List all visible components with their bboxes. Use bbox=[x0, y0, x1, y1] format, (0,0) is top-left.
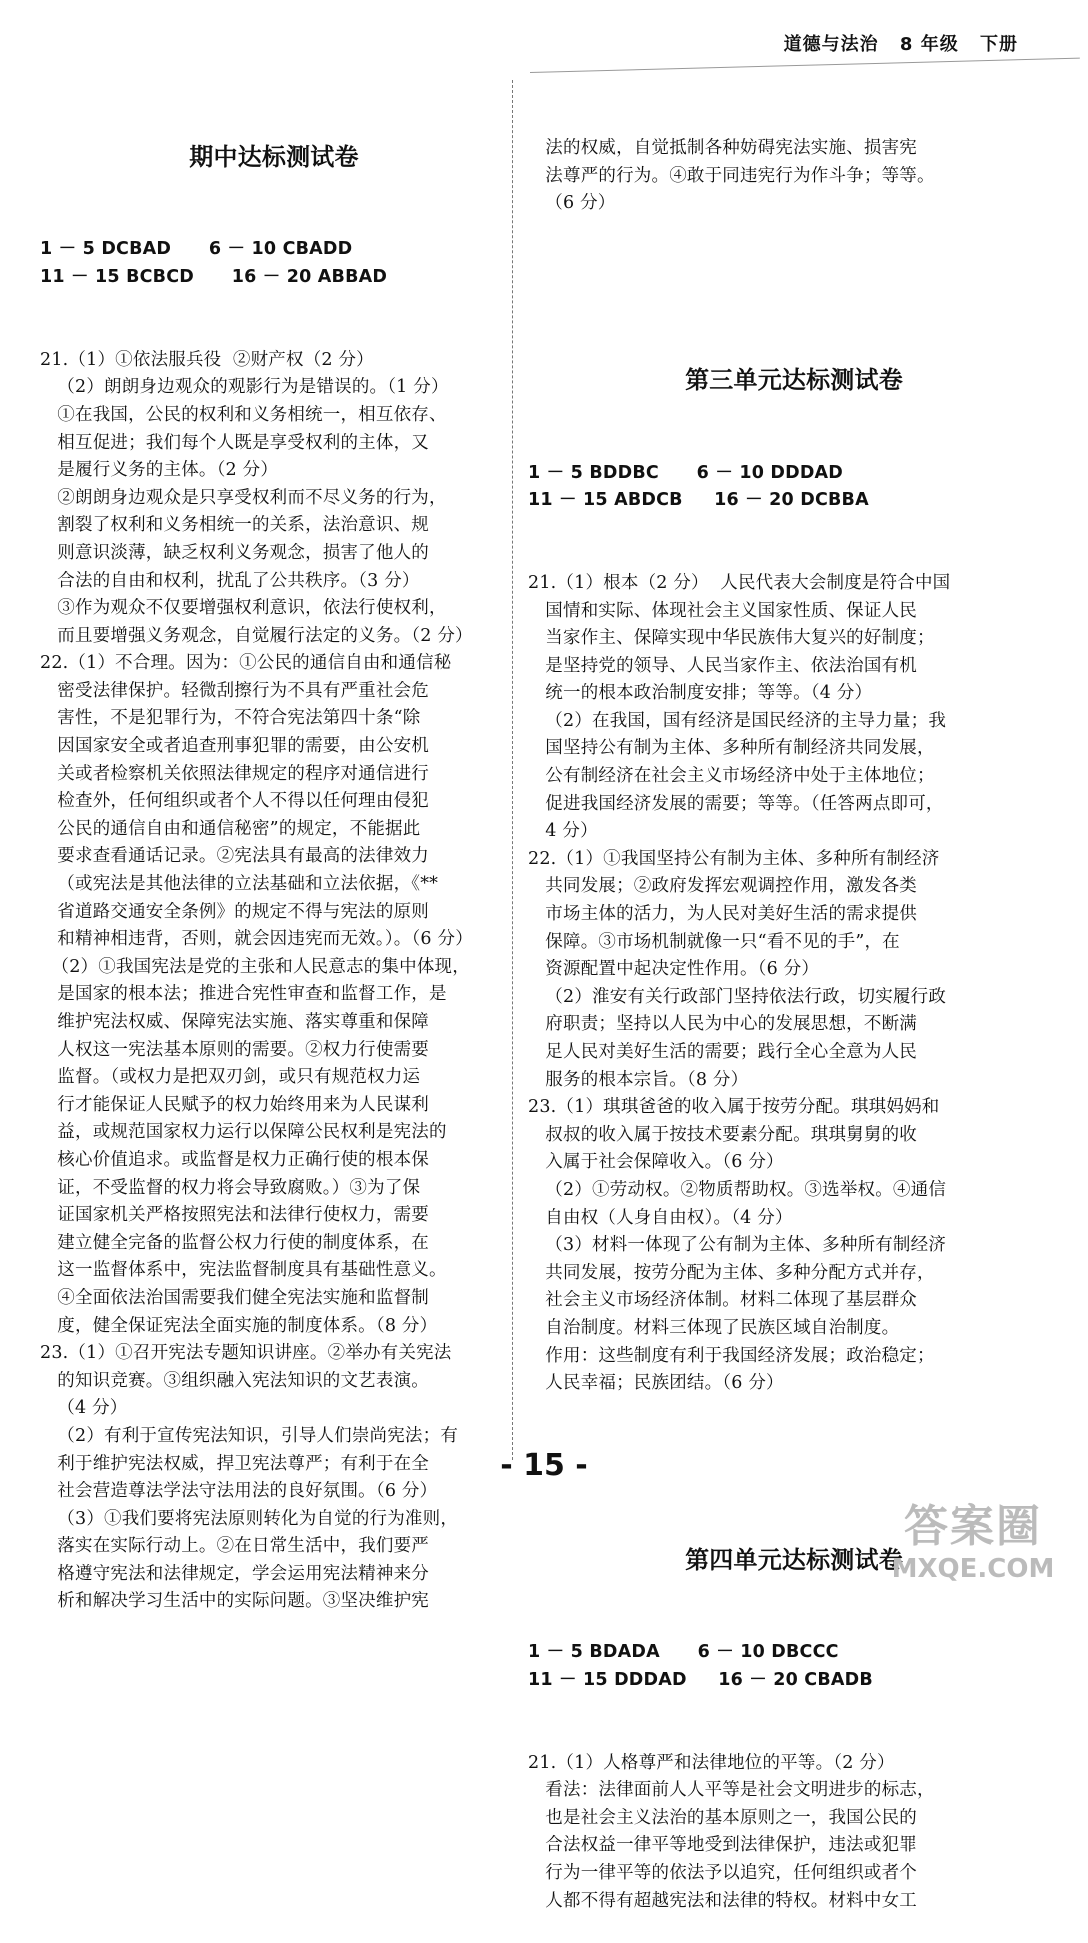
unit4-solutions bbox=[528, 1750, 1060, 1916]
solution-line: 害性，不是犯罪行为，不符合宪法第四十条“除 bbox=[40, 708, 421, 729]
solution-line: 省道路交通安全条例》的规定不得与宪法的原则 bbox=[40, 901, 429, 922]
solution-line: 服务的根本宗旨。（8 分） bbox=[528, 1069, 749, 1090]
solution-line: 叔叔的收入属于按技术要素分配。琪琪舅舅的收 bbox=[528, 1124, 917, 1145]
solution-line: 府职责；坚持以人民为中心的发展思想，不断满 bbox=[528, 1014, 917, 1035]
solution-line: 市场主体的活力，为人民对美好生活的需求提供 bbox=[528, 904, 917, 925]
solution-line: （2）①劳动权。②物质帮助权。③选举权。④通信 bbox=[528, 1179, 947, 1200]
solution-line: 21.（1）①依法服兵役 ②财产权（2 分） bbox=[40, 349, 374, 370]
solution-line: 利于维护宪法权威，捍卫宪法尊严；有利于在全 bbox=[40, 1453, 429, 1474]
solution-line: 共同发展，按劳分配为主体、多种分配方式并存， bbox=[528, 1262, 935, 1283]
solution-line: 密受法律保护。轻微刮擦行为不具有严重社会危 bbox=[40, 680, 429, 701]
solution-line: 人都不得有超越宪法和法律的特权。材料中女工 bbox=[528, 1890, 917, 1911]
solution-line: 23.（1）①召开宪法专题知识讲座。②举办有关宪法 bbox=[40, 1343, 452, 1364]
solution-line: （或宪法是其他法律的立法基础和立法依据，《** bbox=[40, 874, 439, 895]
solution-line: 公有制经济在社会主义市场经济中处于主体地位； bbox=[528, 766, 935, 787]
solution-line: 要求查看通话记录。②宪法具有最高的法律效力 bbox=[40, 846, 429, 867]
unit3-answer-key bbox=[528, 460, 1060, 515]
midterm-solutions-continued bbox=[528, 135, 1060, 218]
solution-line: 相互促进；我们每个人既是享受权利的主体，又 bbox=[40, 432, 429, 453]
solution-line: 促进我国经济发展的需要；等等。（任答两点即可， bbox=[528, 793, 944, 814]
solution-line: 21.（1）根本（2 分） 人民代表大会制度是符合中国 bbox=[528, 572, 951, 593]
solution-line: 自治制度。材料三体现了民族区域自治制度。 bbox=[528, 1317, 900, 1338]
answer-key-line: 11 － 15 BCBCD 16 － 20 ABBAD bbox=[40, 266, 388, 287]
solution-line: 的知识竞赛。③组织融入宪法知识的文艺表演。 bbox=[40, 1370, 429, 1391]
solution-line: 当家作主、保障实现中华民族伟大复兴的好制度； bbox=[528, 628, 935, 649]
solution-line: 作用：这些制度有利于我国经济发展；政治稳定； bbox=[528, 1345, 935, 1366]
solution-line: 割裂了权利和义务相统一的关系，法治意识、规 bbox=[40, 515, 429, 536]
solution-line: （2）在我国，国有经济是国民经济的主导力量；我 bbox=[528, 710, 947, 731]
left-column bbox=[40, 80, 508, 1644]
solution-line: （2）淮安有关行政部门坚持依法行政，切实履行政 bbox=[528, 986, 947, 1007]
solution-line: 落实在实际行动上。②在日常生活中，我们要严 bbox=[40, 1536, 429, 1557]
solution-line: 公民的通信自由和通信秘密”的规定，不能据此 bbox=[40, 818, 421, 839]
header-subject: 道德与法治 bbox=[783, 34, 879, 55]
solution-line: 则意识淡薄，缺乏权利义务观念，损害了他人的 bbox=[40, 542, 429, 563]
watermark-logo: 答案圈 bbox=[904, 1501, 1042, 1552]
unit3-solutions bbox=[528, 570, 1060, 1398]
solution-line: 入属于社会保障收入。（6 分） bbox=[528, 1152, 784, 1173]
solution-line: 社会营造尊法学法守法用法的良好氛围。（6 分） bbox=[40, 1481, 438, 1502]
solution-line: （2）朗朗身边观众的观影行为是错误的。（1 分） bbox=[40, 377, 449, 398]
solution-line: 统一的根本政治制度安排；等等。（4 分） bbox=[528, 683, 873, 704]
solution-line: 是履行义务的主体。（2 分） bbox=[40, 460, 279, 481]
solution-line: 法的权威，自觉抵制各种妨碍宪法实施、损害宪 bbox=[528, 138, 917, 159]
solution-line: 国坚持公有制为主体、多种所有制经济共同发展， bbox=[528, 738, 935, 759]
answer-key-line: 1 － 5 BDADA 6 － 10 DBCCC bbox=[528, 1642, 839, 1663]
page-number: - 15 - bbox=[500, 1448, 588, 1483]
unit4-title: 第四单元达标测试卷 bbox=[685, 1546, 903, 1575]
solution-line: ③作为观众不仅要增强权利意识，依法行使权利， bbox=[40, 598, 447, 619]
solution-line: 析和解决学习生活中的实际问题。③坚决维护宪 bbox=[40, 1591, 429, 1612]
solution-line: 证国家机关严格按照宪法和法律行使权力，需要 bbox=[40, 1205, 429, 1226]
solution-line: 合法权益一律平等地受到法律保护，违法或犯罪 bbox=[528, 1835, 917, 1856]
solution-line: 足人民对美好生活的需要；践行全心全意为人民 bbox=[528, 1042, 917, 1062]
solution-line: 共同发展；②政府发挥宏观调控作用，激发各类 bbox=[528, 876, 917, 897]
solution-line: 4 分） bbox=[528, 821, 598, 842]
answer-key-line: 11 － 15 ABDCB 16 － 20 DCBBA bbox=[528, 490, 869, 511]
solution-line: 关或者检察机关依照法律规定的程序对通信进行 bbox=[40, 763, 429, 784]
solution-line: 人权这一宪法基本原则的需要。②权力行使需要 bbox=[40, 1039, 429, 1060]
solution-line: 自由权（人身自由权）。（4 分） bbox=[528, 1207, 793, 1228]
solution-line: 因国家安全或者追查刑事犯罪的需要，由公安机 bbox=[40, 736, 429, 757]
unit3-title: 第三单元达标测试卷 bbox=[685, 366, 903, 395]
solution-line: 22.（1）①我国坚持公有制为主体、多种所有制经济 bbox=[528, 848, 940, 869]
solution-line: 22.（1）不合理。因为：①公民的通信自由和通信秘 bbox=[40, 653, 452, 674]
solution-line: 国情和实际、体现社会主义国家性质、保证人民 bbox=[528, 600, 917, 621]
solution-line: 21.（1）人格尊严和法律地位的平等。（2 分） bbox=[528, 1752, 895, 1773]
solution-line: ①在我国，公民的权利和义务相统一，相互依存、 bbox=[40, 404, 447, 425]
solution-line: 而且要增强义务观念，自觉履行法定的义务。（2 分） bbox=[40, 625, 473, 646]
solution-line: （2）有利于宣传宪法知识，引导人们崇尚宪法；有 bbox=[40, 1425, 459, 1446]
solution-line: 23.（1）琪琪爸爸的收入属于按劳分配。琪琪妈妈和 bbox=[528, 1097, 940, 1118]
solution-line: 证，不受监督的权力将会导致腐败。）③为了保 bbox=[40, 1177, 421, 1198]
solution-line: 检查外，任何组织或者个人不得以任何理由侵犯 bbox=[40, 791, 429, 812]
solution-line: ②朗朗身边观众是只享受权利而不尽义务的行为， bbox=[40, 487, 447, 508]
solution-line: 行为一律平等的依法予以追究，任何组织或者个 bbox=[528, 1863, 917, 1884]
solution-line: 监督。（或权力是把双刃剑，或只有规范权力运 bbox=[40, 1067, 421, 1088]
solution-line: ④全面依法治国需要我们健全宪法实施和监督制 bbox=[40, 1287, 429, 1308]
solution-line: 看法：法律面前人人平等是社会文明进步的标志， bbox=[528, 1780, 935, 1801]
solution-line: （3）材料一体现了公有制为主体、多种所有制经济 bbox=[528, 1235, 947, 1256]
answer-key-line: 11 － 15 DDDAD 16 － 20 CBADB bbox=[528, 1669, 873, 1690]
midterm-answer-key bbox=[40, 236, 508, 291]
solution-line: 度，健全保证宪法全面实施的制度体系。（8 分） bbox=[40, 1315, 438, 1336]
solution-line: 资源配置中起决定性作用。（6 分） bbox=[528, 959, 820, 980]
solution-line: 和精神相违背，否则，就会因违宪而无效。）。（6 分） bbox=[40, 929, 473, 950]
solution-line: （4 分） bbox=[40, 1398, 128, 1419]
header-volume: 下册 bbox=[980, 34, 1018, 55]
solution-line: 是坚持党的领导、人民当家作主、依法治国有机 bbox=[528, 655, 917, 676]
solution-line: （6 分） bbox=[528, 193, 616, 214]
solution-line: 是国家的根本法；推进合宪性审查和监督工作，是 bbox=[40, 984, 447, 1005]
answer-key-line: 1 － 5 BDDBC 6 － 10 DDDAD bbox=[528, 462, 844, 483]
header-grade: 8 年级 bbox=[899, 34, 959, 55]
solution-line: 核心价值追求。或监督是权力正确行使的根本保 bbox=[40, 1149, 429, 1170]
watermark bbox=[888, 1490, 1058, 1584]
solution-line: 合法的自由和权利，扰乱了公共秩序。（3 分） bbox=[40, 570, 420, 591]
solution-line: 维护宪法权威、保障宪法实施、落实尊重和保障 bbox=[40, 1012, 429, 1032]
solution-line: 社会主义市场经济体制。材料二体现了基层群众 bbox=[528, 1290, 917, 1311]
solution-line: 保障。③市场机制就像一只“看不见的手”，在 bbox=[528, 931, 900, 952]
right-column bbox=[528, 80, 1060, 1943]
page-header bbox=[770, 30, 1018, 56]
solution-line: 建立健全完备的监督公权力行使的制度体系，在 bbox=[40, 1232, 429, 1253]
answer-key-line: 1 － 5 DCBAD 6 － 10 CBADD bbox=[40, 239, 353, 260]
column-divider bbox=[512, 80, 513, 1460]
unit4-answer-key bbox=[528, 1639, 1060, 1694]
midterm-title: 期中达标测试卷 bbox=[189, 143, 359, 172]
solution-line: 也是社会主义法治的基本原则之一，我国公民的 bbox=[528, 1807, 917, 1828]
header-rule bbox=[530, 58, 1080, 73]
solution-line: 行才能保证人民赋予的权力始终用来为人民谋利 bbox=[40, 1094, 429, 1115]
solution-line: 人民幸福；民族团结。（6 分） bbox=[528, 1373, 784, 1394]
midterm-solutions bbox=[40, 347, 508, 1616]
solution-line: 这一监督体系中，宪法监督制度具有基础性意义。 bbox=[40, 1260, 447, 1281]
solution-line: （2）①我国宪法是党的主张和人民意志的集中体现， bbox=[40, 956, 470, 977]
solution-line: 格遵守宪法和法律规定，学会运用宪法精神来分 bbox=[40, 1563, 429, 1584]
solution-line: 益，或规范国家权力运行以保障公民权利是宪法的 bbox=[40, 1122, 447, 1143]
watermark-url: MXQE.COM bbox=[891, 1554, 1055, 1584]
solution-line: （3）①我们要将宪法原则转化为自觉的行为准则， bbox=[40, 1508, 459, 1529]
solution-line: 法尊严的行为。④敢于同违宪行为作斗争；等等。 bbox=[528, 165, 935, 186]
